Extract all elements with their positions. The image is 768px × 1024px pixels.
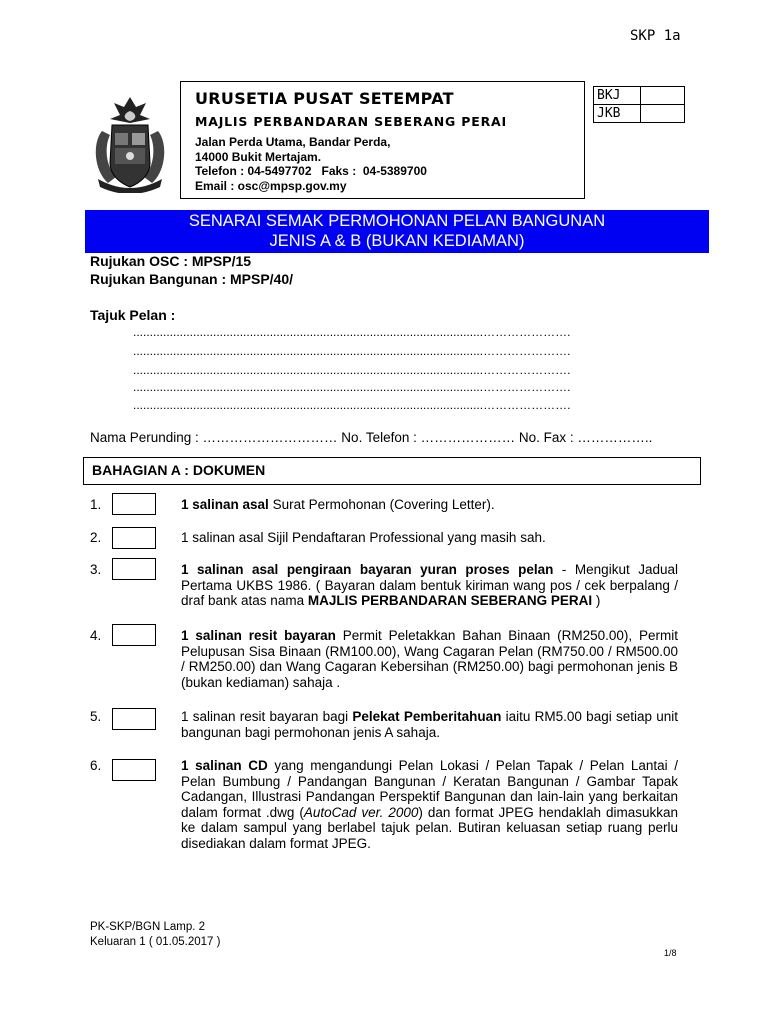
email-line: Email : osc@mpsp.gov.my — [195, 178, 347, 193]
address-line: Jalan Perda Utama, Bandar Perda, — [195, 135, 391, 149]
item-bold-text: 1 salinan asal — [181, 497, 269, 512]
form-code: SKP 1a — [630, 28, 681, 44]
item-bold-text: MAJLIS PERBANDARAN SEBERANG PERAI — [307, 593, 593, 608]
section-a-title: BAHAGIAN A : DOKUMEN — [92, 462, 266, 478]
header-title: URUSETIA PUSAT SETEMPAT — [195, 89, 454, 108]
item-number: 1. — [90, 497, 102, 512]
item-text: ) — [592, 593, 601, 608]
item-text: iaitu RM5.00 bagi setiap unit bangunan bagi permohonan jenis A sahaja. — [181, 709, 678, 740]
footer-info — [90, 920, 220, 950]
code-label-bkj: BKJ — [594, 87, 641, 105]
item-5-text — [181, 709, 678, 740]
item-bold-text: 1 salinan CD — [181, 758, 268, 773]
form-title-banner — [85, 210, 709, 253]
code-field-jkb[interactable] — [641, 105, 685, 123]
item-bold-text: Pelekat Pemberitahuan — [352, 709, 502, 724]
item-bold-text: 1 salinan resit bayaran — [181, 628, 336, 643]
item-bold-text: 1 salinan asal pengiraan bayaran yuran proses pelan — [181, 562, 554, 577]
item-number: 5. — [90, 709, 102, 724]
item-3-text — [181, 562, 678, 609]
osc-reference: Rujukan OSC : MPSP/15 — [90, 253, 252, 269]
item-text: 1 salinan resit bayaran bagi — [181, 709, 353, 724]
address-line: 14000 Bukit Mertajam. — [195, 149, 322, 164]
header-subtitle: MAJLIS PERBANDARAN SEBERANG PERAI — [195, 114, 507, 129]
item-3-checkbox[interactable] — [112, 558, 156, 580]
item-number: 3. — [90, 562, 102, 577]
item-text: yang mengandungi Pelan Lokasi / Pelan Tapak / Pelan Lantai / Pelan Bumbung / Pandangan Bangunan / Keratan Bangunan / Gambar Tapak Cadangan, Illustrasi Pandangan Perspektif Bangunan dan lain-lain yang berkaitan dalam format .dwg ( — [181, 758, 678, 820]
page-number: 1/8 — [664, 948, 677, 958]
item-number: 2. — [90, 530, 102, 545]
footer-doc-code: PK-SKP/BGN Lamp. 2 — [90, 921, 206, 933]
plan-title-label: Tajuk Pelan : — [90, 307, 176, 323]
item-text: Surat Permohonan (Covering Letter). — [268, 497, 495, 512]
item-6-checkbox[interactable] — [112, 759, 156, 781]
item-6-text — [181, 758, 678, 851]
item-1-checkbox[interactable] — [112, 493, 156, 515]
header-address — [195, 135, 427, 193]
item-number: 6. — [90, 758, 102, 773]
banner-line-1: SENARAI SEMAK PERMOHONAN PELAN BANGUNAN — [188, 212, 606, 230]
office-codes-table — [593, 86, 685, 123]
building-reference: Rujukan Bangunan : MPSP/40/ — [90, 271, 294, 287]
plan-title-line[interactable]: .........................................................................................................…………………. — [133, 363, 571, 377]
consultant-details-line[interactable]: Nama Perunding : ………………………… No. Telefon : ………………… No. Fax : …………….. — [90, 430, 653, 445]
item-italic-text: AutoCad ver. 2000 — [303, 804, 419, 820]
phone-fax-line: Telefon : 04-5497702 Faks : 04-5389700 — [195, 164, 427, 178]
footer-issue: Keluaran 1 ( 01.05.2017 ) — [90, 936, 221, 948]
item-1-text — [181, 497, 678, 513]
item-text: ) dan format JPEG hendaklah dimasukkan ke dalam sampul yang berlabel tajuk pelan. Butiran keluasan setiap ruang perlu disediakan dalam format JPEG. — [181, 804, 678, 851]
code-label-jkb: JKB — [594, 105, 641, 123]
item-text: - Mengikut Jadual Pertama UKBS 1986. ( Bayaran dalam bentuk kiriman wang pos / cek berpalang / draf bank atas nama — [181, 562, 678, 608]
item-text: 1 salinan asal Sijil Pendaftaran Professional yang masih sah. — [181, 530, 546, 545]
banner-line-2: JENIS A & B (BUKAN KEDIAMAN) — [269, 232, 525, 250]
item-4-text — [181, 628, 678, 690]
item-number: 4. — [90, 628, 102, 643]
plan-title-line[interactable]: .........................................................................................................…………………. — [133, 380, 571, 394]
code-field-bkj[interactable] — [641, 87, 685, 105]
item-text: Permit Peletakkan Bahan Binaan (RM250.00), Permit Pelupusan Sisa Binaan (RM100.00), Wang Cagaran Pelan (RM750.00 / RM500.00 / RM250.00) dan Wang Cagaran Kebersihan (RM250.00) bagi permohonan jenis B (bukan kediaman) sahaja . — [181, 628, 678, 690]
plan-title-line[interactable]: .........................................................................................................…………………. — [133, 344, 571, 358]
council-crest-logo — [88, 93, 172, 193]
item-4-checkbox[interactable] — [112, 624, 156, 646]
item-2-checkbox[interactable] — [112, 527, 156, 549]
item-2-text — [181, 530, 678, 546]
item-5-checkbox[interactable] — [112, 708, 156, 730]
plan-title-line[interactable]: .........................................................................................................…………………. — [133, 325, 571, 339]
plan-title-line[interactable]: .........................................................................................................…………………. — [133, 398, 571, 412]
